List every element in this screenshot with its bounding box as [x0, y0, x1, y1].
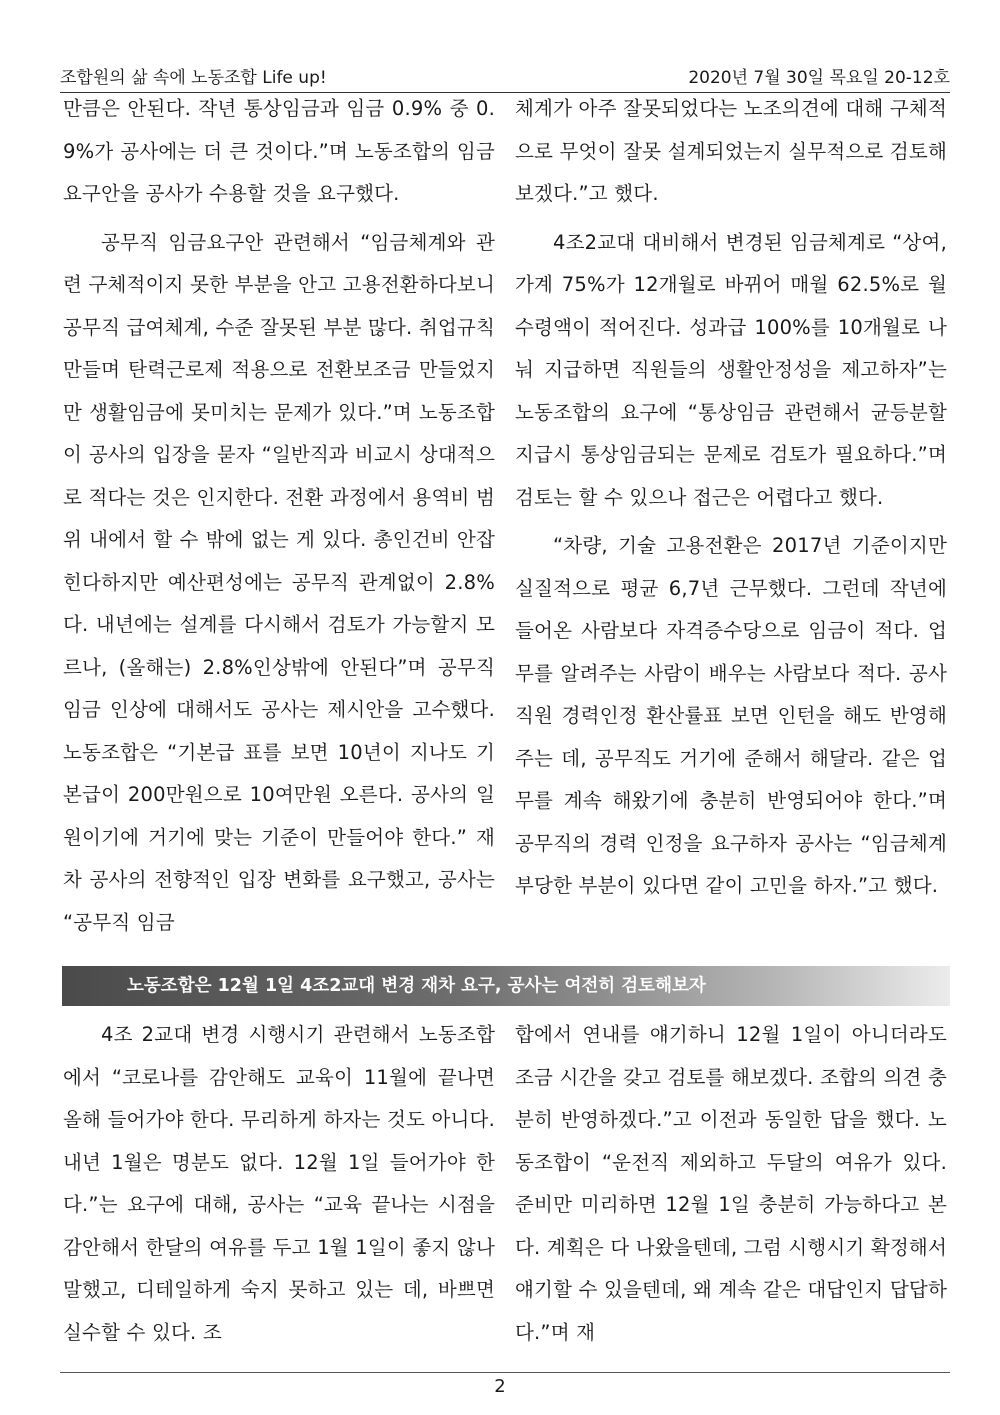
paragraph: 공무직 임금요구안 관련해서 “임금체계와 관련 구체적이지 못한 부분을 안고 고용전환하다보니 공무직 급여체계, 수준 잘못된 부분 많다. 취업규칙만들며 탄력근로제 적용으로 전환보조금 만들었지만 생활임금에 못미치는 문제가 있다.”며 노동조합이 공사의 입장을 묻자 “일반직과 비교시 상대적으로 적다는 것은 인지한다. 전환 과정에서 용역비 범위 내에서 할 수 밖에 없는 게 있다. 총인건비 안잡힌다하지만 예산편성에는 공무직 관계없이 2.8%다. 내년에는 설계를 다시해서 검토가 가능할지 모르나, (올해는) 2.8%인상밖에 안된다”며 공무직 임금 인상에 대해서도 공사는 제시안을 고수했다. 노동조합은 “기본급 표를 보면 10년이 지나도 기본급이 200만원으로 10여만원 오른다. 공사의 일원이기에 거기에 맞는 기준이 만들어야 한다.” 재차 공사의 전향적인 입장 변화를 요구했고, 공사는 “공무직 임금	[63, 230, 495, 934]
header-slogan: 조합원의 삶 속에 노동조합 Life up!	[60, 68, 327, 88]
article-column-right-top	[515, 88, 947, 914]
paragraph: 체계가 아주 잘못되었다는 노조의견에 대해 구체적으로 무엇이 잘못 설계되었는지 실무적으로 검토해 보겠다.”고 했다.	[515, 97, 947, 205]
section-heading-text: 노동조합은 12월 1일 4조2교대 변경 재차 요구, 공사는 여전히 검토해보자	[127, 976, 706, 996]
paragraph: “차량, 기술 고용전환은 2017년 기준이지만 실질적으로 평균 6,7년 근무했다. 그런데 작년에 들어온 사람보다 자격증수당으로 임금이 적다. 업무를 알려주는 사람이 배우는 사람보다 적다. 공사직원 경력인정 환산률표 보면 인턴을 해도 반영해주는 데, 공무직도 거기에 준해서 해달라. 같은 업무를 계속 해왔기에 충분히 반영되어야 한다.”며 공무직의 경력 인정을 요구하자 공사는 “임금체계 부당한 부분이 있다면 같이 고민을 하자.”고 했다.	[515, 534, 947, 897]
article-column-right-bottom	[515, 1014, 947, 1360]
paragraph: 합에서 연내를 얘기하니 12월 1일이 아니더라도 조금 시간을 갖고 검토를 해보겠다. 조합의 의견 충분히 반영하겠다.”고 이전과 동일한 답을 했다. 노동조합이 “운전직 제외하고 두달의 여유가 있다. 준비만 미리하면 12월 1일 충분히 가능하다고 본다. 계획은 다 나왔을텐데, 그럼 시행시기 확정해서 얘기할 수 있을텐데, 왜 계속 같은 대답인지 답답하다.”며 재	[515, 1023, 947, 1344]
paragraph: 만큼은 안된다. 작년 통상임금과 임금 0.9% 중 0.9%가 공사에는 더 큰 것이다.”며 노동조합의 임금 요구안을 공사가 수용할 것을 요구했다.	[63, 97, 495, 205]
header-issue-date: 2020년 7월 30일 목요일 20-12호	[688, 68, 950, 88]
article-column-left-bottom	[63, 1014, 495, 1360]
footer-divider	[60, 1372, 950, 1373]
paragraph: 4조2교대 대비해서 변경된 임금체계로 “상여,가계 75%가 12개월로 바뀌어 매월 62.5%로 월 수령액이 적어진다. 성과급 100%를 10개월로 나눠 지급하면 직원들의 생활안정성을 제고하자”는 노동조합의 요구에 “통상임금 관련해서 균등분할 지급시 통상임금되는 문제로 검토가 필요하다.”며 검토는 할 수 있으나 접근은 어렵다고 했다.	[515, 230, 947, 509]
section-heading-banner	[62, 966, 950, 1006]
paragraph: 4조 2교대 변경 시행시기 관련해서 노동조합에서 “코로나를 감안해도 교육이 11월에 끝나면 올해 들어가야 한다. 무리하게 하자는 것도 아니다. 내년 1월은 명분도 없다. 12월 1일 들어가야 한다.”는 요구에 대해, 공사는 “교육 끝나는 시점을 감안해서 한달의 여유를 두고 1월 1일이 좋지 않나 말했고, 디테일하게 숙지 못하고 있는 데, 바쁘면 실수할 수 있다. 조	[63, 1023, 495, 1344]
page-number: 2	[494, 1376, 506, 1397]
article-column-left-top	[63, 88, 495, 950]
